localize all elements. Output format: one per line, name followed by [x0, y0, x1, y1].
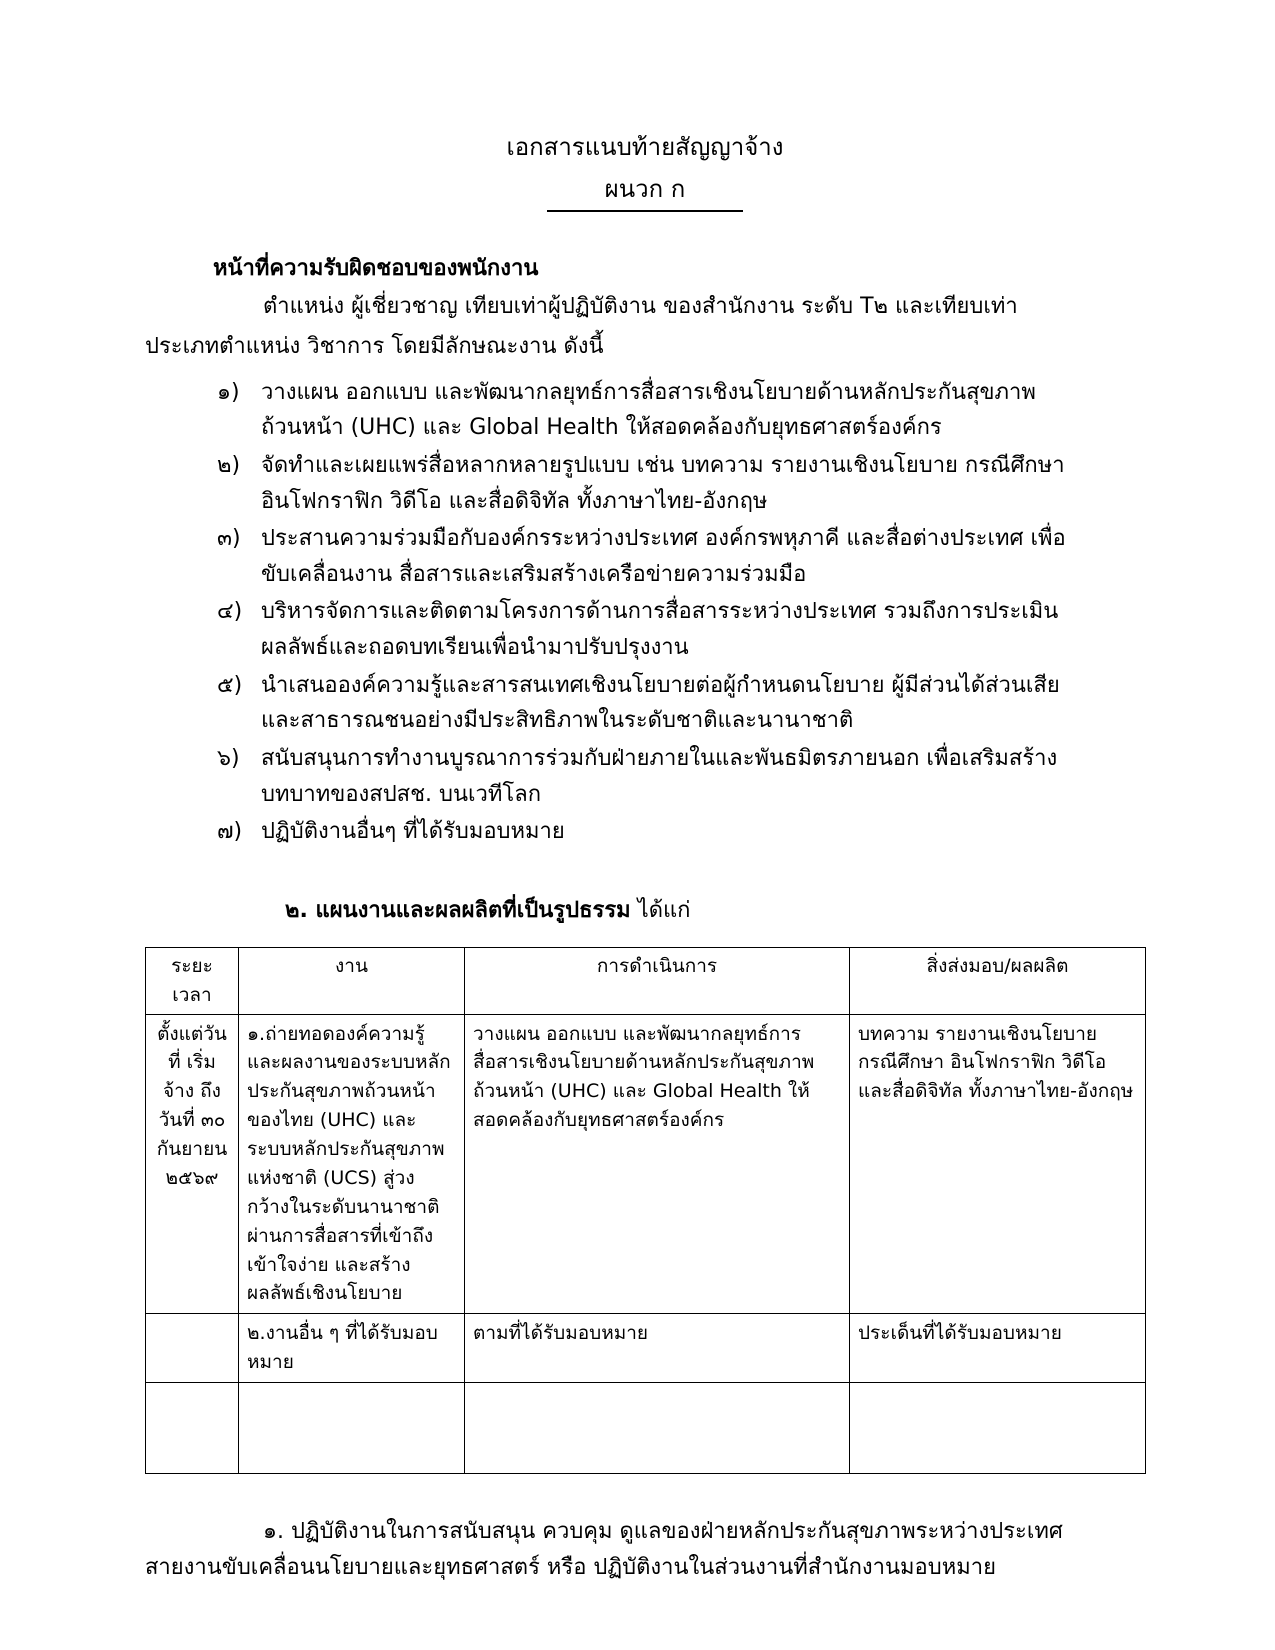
- list-item: [145, 375, 1145, 446]
- list-item-marker: ๔): [217, 599, 243, 625]
- plan-section-heading: [285, 894, 1145, 927]
- list-item: [145, 814, 1145, 850]
- list-item-text: ปฏิบัติงานอื่นๆ ที่ได้รับมอบหมาย: [261, 819, 565, 845]
- list-item-text: ประสานความร่วมมือกับองค์กรระหว่างประเทศ องค์กรพหุภาคี และสื่อต่างประเทศ เพื่อขับเคลื่อนงาน สื่อสารและเสริมสร้างเครือข่ายความร่วมมือ: [261, 526, 1066, 587]
- document-title: เอกสารแนบท้ายสัญญาจ้าง: [506, 133, 784, 161]
- responsibilities-heading: หน้าที่ความรับผิดชอบของพนักงาน: [213, 256, 539, 282]
- list-item-text: วางแผน ออกแบบ และพัฒนากลยุทธ์การสื่อสารเชิงนโยบายด้านหลักประกันสุขภาพถ้วนหน้า (UHC) และ Global Health ให้สอดคล้องกับยุทธศาสตร์องค์กร: [261, 379, 1036, 441]
- column-header-time: ระยะเวลา: [146, 947, 239, 1014]
- cell-spacer-work: [239, 1383, 465, 1474]
- list-item-text: นำเสนอองค์ความรู้และสารสนเทศเชิงนโยบายต่อผู้กำหนดนโยบาย ผู้มีส่วนได้ส่วนเสีย และสาธารณชนอย่างมีประสิทธิภาพในระดับชาติและนานาชาติ: [261, 672, 1060, 734]
- footer-line-1: ๑. ปฏิบัติงานในการสนับสนุน ควบคุม ดูแลของฝ่ายหลักประกันสุขภาพระหว่างประเทศ: [263, 1519, 1063, 1545]
- cell-deliverable: ประเด็นที่ได้รับมอบหมาย: [850, 1314, 1146, 1383]
- cell-action: วางแผน ออกแบบ และพัฒนากลยุทธ์การสื่อสารเชิงนโยบายด้านหลักประกันสุขภาพถ้วนหน้า (UHC) และ Global Health ให้สอดคล้องกับยุทธศาสตร์องค์กร: [465, 1014, 850, 1314]
- table-row: [146, 1314, 1146, 1383]
- table-row-spacer: [146, 1383, 1146, 1474]
- list-item-marker: ๗): [217, 819, 243, 845]
- document-body: [145, 130, 1145, 1585]
- intro-paragraph-line2: ประเภทตำแหน่ง วิชาการ โดยมีลักษณะงาน ดังนี้: [145, 334, 604, 360]
- plan-table-head: [146, 947, 1146, 1014]
- cell-deliverable: บทความ รายงานเชิงนโยบาย กรณีศึกษา อินโฟกราฟิก วิดีโอ และสื่อดิจิทัล ทั้งภาษาไทย-อังกฤษ: [850, 1014, 1146, 1314]
- cell-action: ตามที่ได้รับมอบหมาย: [465, 1314, 850, 1383]
- document-subtitle: ผนวก ก: [547, 173, 744, 213]
- cell-time: [146, 1314, 239, 1383]
- list-item: [145, 448, 1145, 519]
- footer-paragraph: [145, 1514, 1145, 1585]
- list-item-marker: ๑): [217, 379, 240, 405]
- table-header-row: [146, 947, 1146, 1014]
- column-header-deliverable: สิ่งส่งมอบ/ผลผลิต: [850, 947, 1146, 1014]
- list-item: [145, 594, 1145, 665]
- cell-work: ๒.งานอื่น ๆ ที่ได้รับมอบหมาย: [239, 1314, 465, 1383]
- column-header-work: งาน: [239, 947, 465, 1014]
- cell-work: ๑.ถ่ายทอดองค์ความรู้และผลงานของระบบหลักประกันสุขภาพถ้วนหน้าของไทย (UHC) และระบบหลักประกันสุขภาพแห่งชาติ (UCS) สู่วงกว้างในระดับนานาชาติ ผ่านการสื่อสารที่เข้าถึง เข้าใจง่าย และสร้างผลลัพธ์เชิงนโยบาย: [239, 1014, 465, 1314]
- list-item-marker: ๖): [217, 745, 240, 771]
- list-item-marker: ๕): [217, 672, 243, 698]
- table-row: [146, 1014, 1146, 1314]
- plan-heading-normal: ได้แก่: [637, 897, 691, 923]
- list-item-text: บริหารจัดการและติดตามโครงการด้านการสื่อสารระหว่างประเทศ รวมถึงการประเมินผลลัพธ์และถอดบทเรียนเพื่อนำมาปรับปรุงงาน: [261, 599, 1059, 661]
- list-item-text: จัดทำและเผยแพร่สื่อหลากหลายรูปแบบ เช่น บทความ รายงานเชิงนโยบาย กรณีศึกษา อินโฟกราฟิก วิดีโอ และสื่อดิจิทัล ทั้งภาษาไทย-อังกฤษ: [261, 452, 1065, 514]
- list-item: [145, 521, 1145, 592]
- list-item: [145, 741, 1145, 812]
- plan-heading-bold: ๒. แผนงานและผลผลิตที่เป็นรูปธรรม: [285, 897, 631, 923]
- cell-time: ตั้งแต่วันที่ เริ่มจ้าง ถึงวันที่ ๓๐ กันยายน ๒๕๖๙: [146, 1014, 239, 1314]
- list-item: [145, 668, 1145, 739]
- document-subtitle-wrapper: [145, 173, 1145, 213]
- plan-table: [145, 947, 1146, 1474]
- cell-spacer-time: [146, 1383, 239, 1474]
- plan-table-body: [146, 1014, 1146, 1474]
- column-header-action: การดำเนินการ: [465, 947, 850, 1014]
- cell-spacer-deliverable: [850, 1383, 1146, 1474]
- cell-spacer-action: [465, 1383, 850, 1474]
- intro-paragraph-line1: ตำแหน่ง ผู้เชี่ยวชาญ เทียบเท่าผู้ปฏิบัติงาน ของสำนักงาน ระดับ T๒ และเทียบเท่า: [263, 294, 1018, 320]
- list-item-text: สนับสนุนการทำงานบูรณาการร่วมกับฝ่ายภายในและพันธมิตรภายนอก เพื่อเสริมสร้างบทบาทของสปสช. บนเวทีโลก: [261, 745, 1058, 807]
- list-item-marker: ๒): [217, 452, 241, 478]
- duties-list: [145, 375, 1145, 850]
- list-item-marker: ๓): [217, 526, 241, 552]
- footer-line-2: สายงานขับเคลื่อนนโยบายและยุทธศาสตร์ หรือ ปฏิบัติงานในส่วนงานที่สำนักงานมอบหมาย: [145, 1554, 996, 1580]
